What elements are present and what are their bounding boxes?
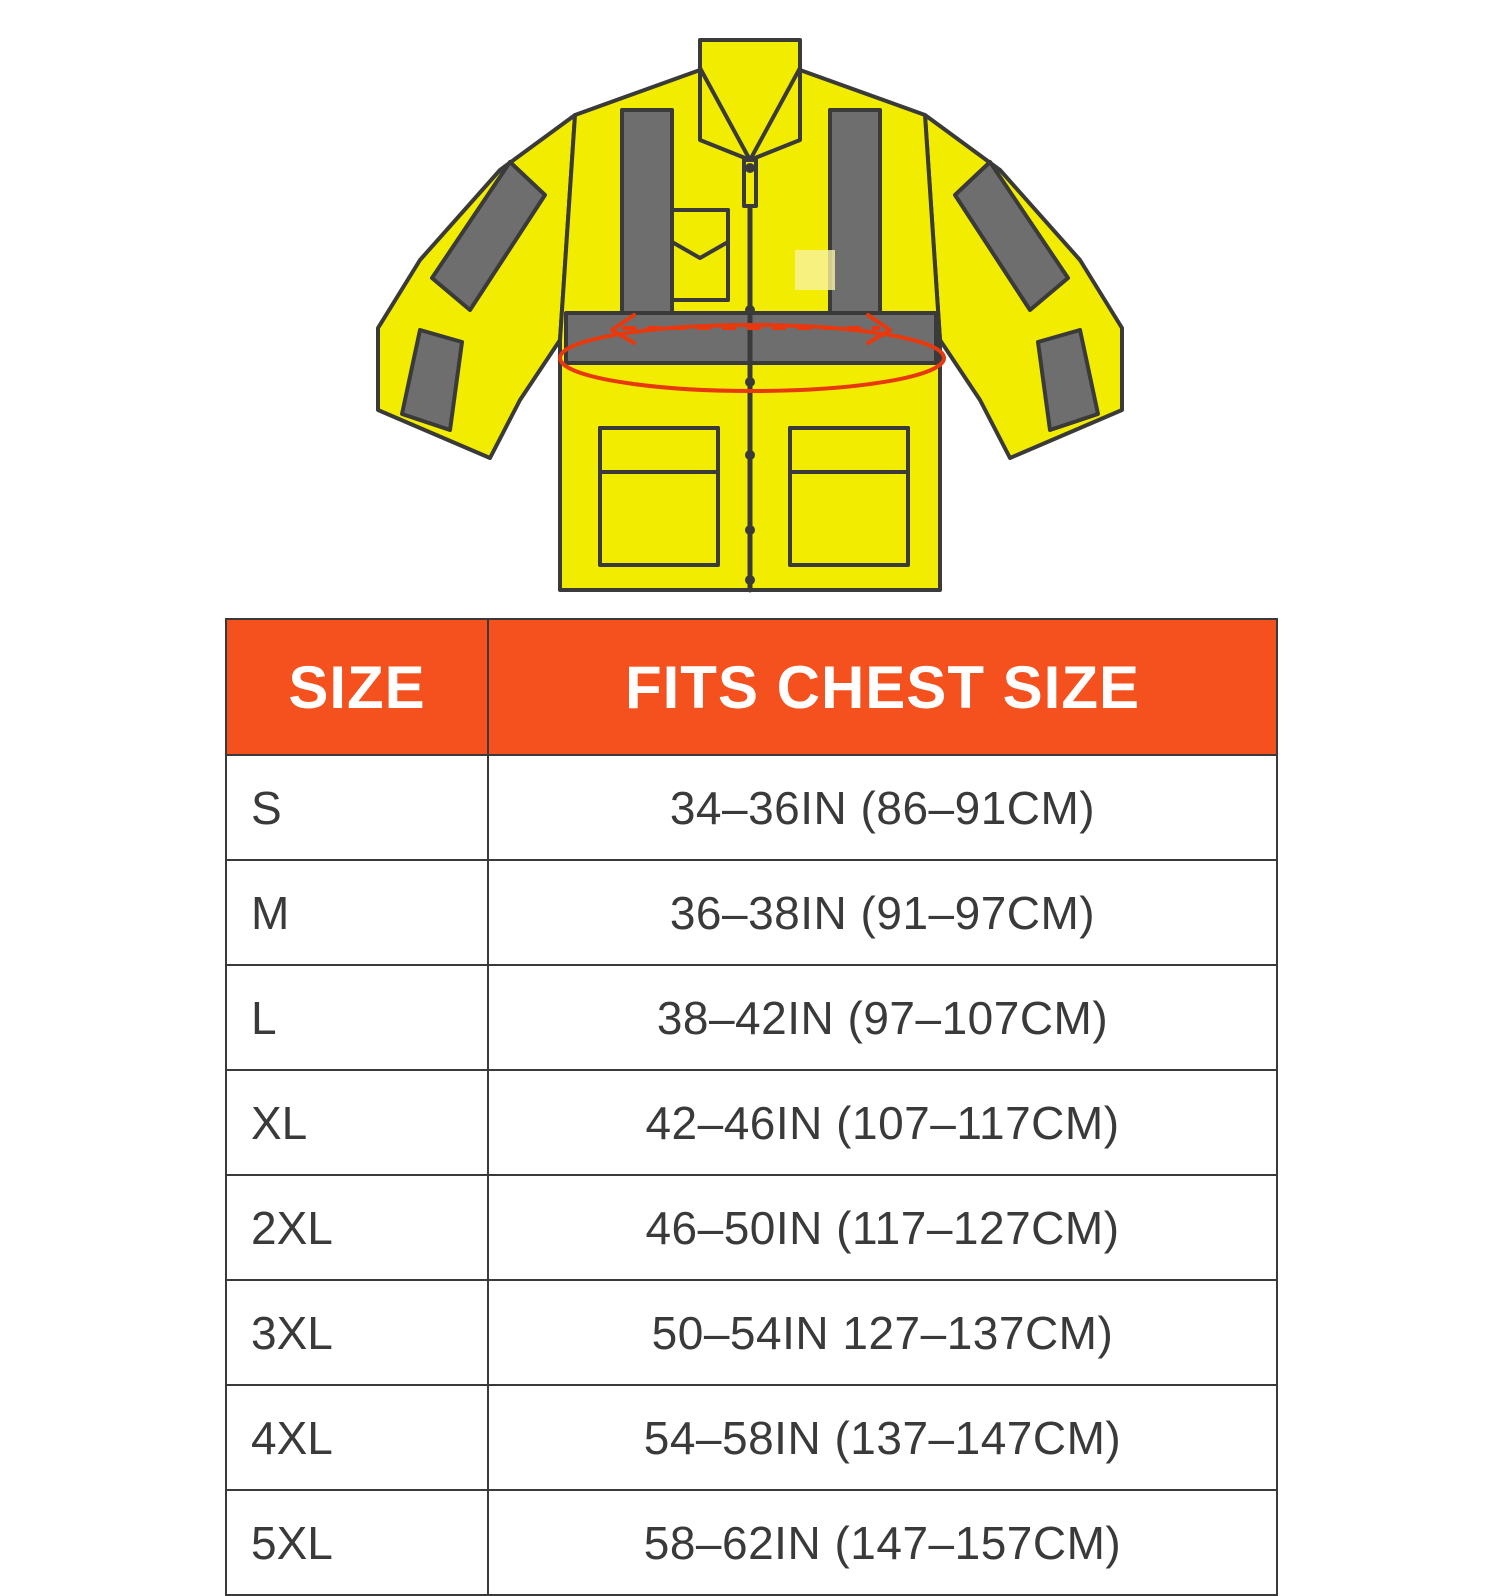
snap-button — [745, 305, 755, 315]
cell-size: 2XL — [226, 1175, 488, 1280]
header-fits-chest-size: FITS CHEST SIZE — [488, 619, 1277, 755]
table-row — [226, 860, 1277, 965]
header-size: SIZE — [226, 619, 488, 755]
cell-size: 4XL — [226, 1385, 488, 1490]
table-row — [226, 1280, 1277, 1385]
snap-button — [745, 575, 755, 585]
cell-size: S — [226, 755, 488, 860]
cell-size: XL — [226, 1070, 488, 1175]
cell-chest: 38–42IN (97–107CM) — [488, 965, 1277, 1070]
table-row — [226, 755, 1277, 860]
cell-size: 3XL — [226, 1280, 488, 1385]
cell-chest: 42–46IN (107–117CM) — [488, 1070, 1277, 1175]
table-header-row — [226, 619, 1277, 755]
size-chart-table-wrap — [225, 618, 1278, 1596]
table-row — [226, 1490, 1277, 1595]
table-header — [226, 619, 1277, 755]
cell-chest: 54–58IN (137–147CM) — [488, 1385, 1277, 1490]
table-row — [226, 1385, 1277, 1490]
snap-button — [745, 525, 755, 535]
cell-size: L — [226, 965, 488, 1070]
table-row — [226, 1175, 1277, 1280]
lower-pocket-left-flap — [600, 428, 718, 472]
snap-button — [745, 450, 755, 460]
fabric-highlight — [795, 250, 835, 290]
table-body — [226, 755, 1277, 1595]
lower-pocket-right-flap — [790, 428, 908, 472]
cell-size: 5XL — [226, 1490, 488, 1595]
jacket-illustration — [0, 10, 1500, 610]
cell-chest: 50–54IN 127–137CM) — [488, 1280, 1277, 1385]
table-row — [226, 1070, 1277, 1175]
size-chart-table — [225, 618, 1278, 1596]
cell-chest: 58–62IN (147–157CM) — [488, 1490, 1277, 1595]
snap-button — [745, 163, 755, 173]
snap-button — [745, 377, 755, 387]
table-row — [226, 965, 1277, 1070]
cell-chest: 34–36IN (86–91CM) — [488, 755, 1277, 860]
cell-chest: 46–50IN (117–127CM) — [488, 1175, 1277, 1280]
cell-chest: 36–38IN (91–97CM) — [488, 860, 1277, 965]
cell-size: M — [226, 860, 488, 965]
